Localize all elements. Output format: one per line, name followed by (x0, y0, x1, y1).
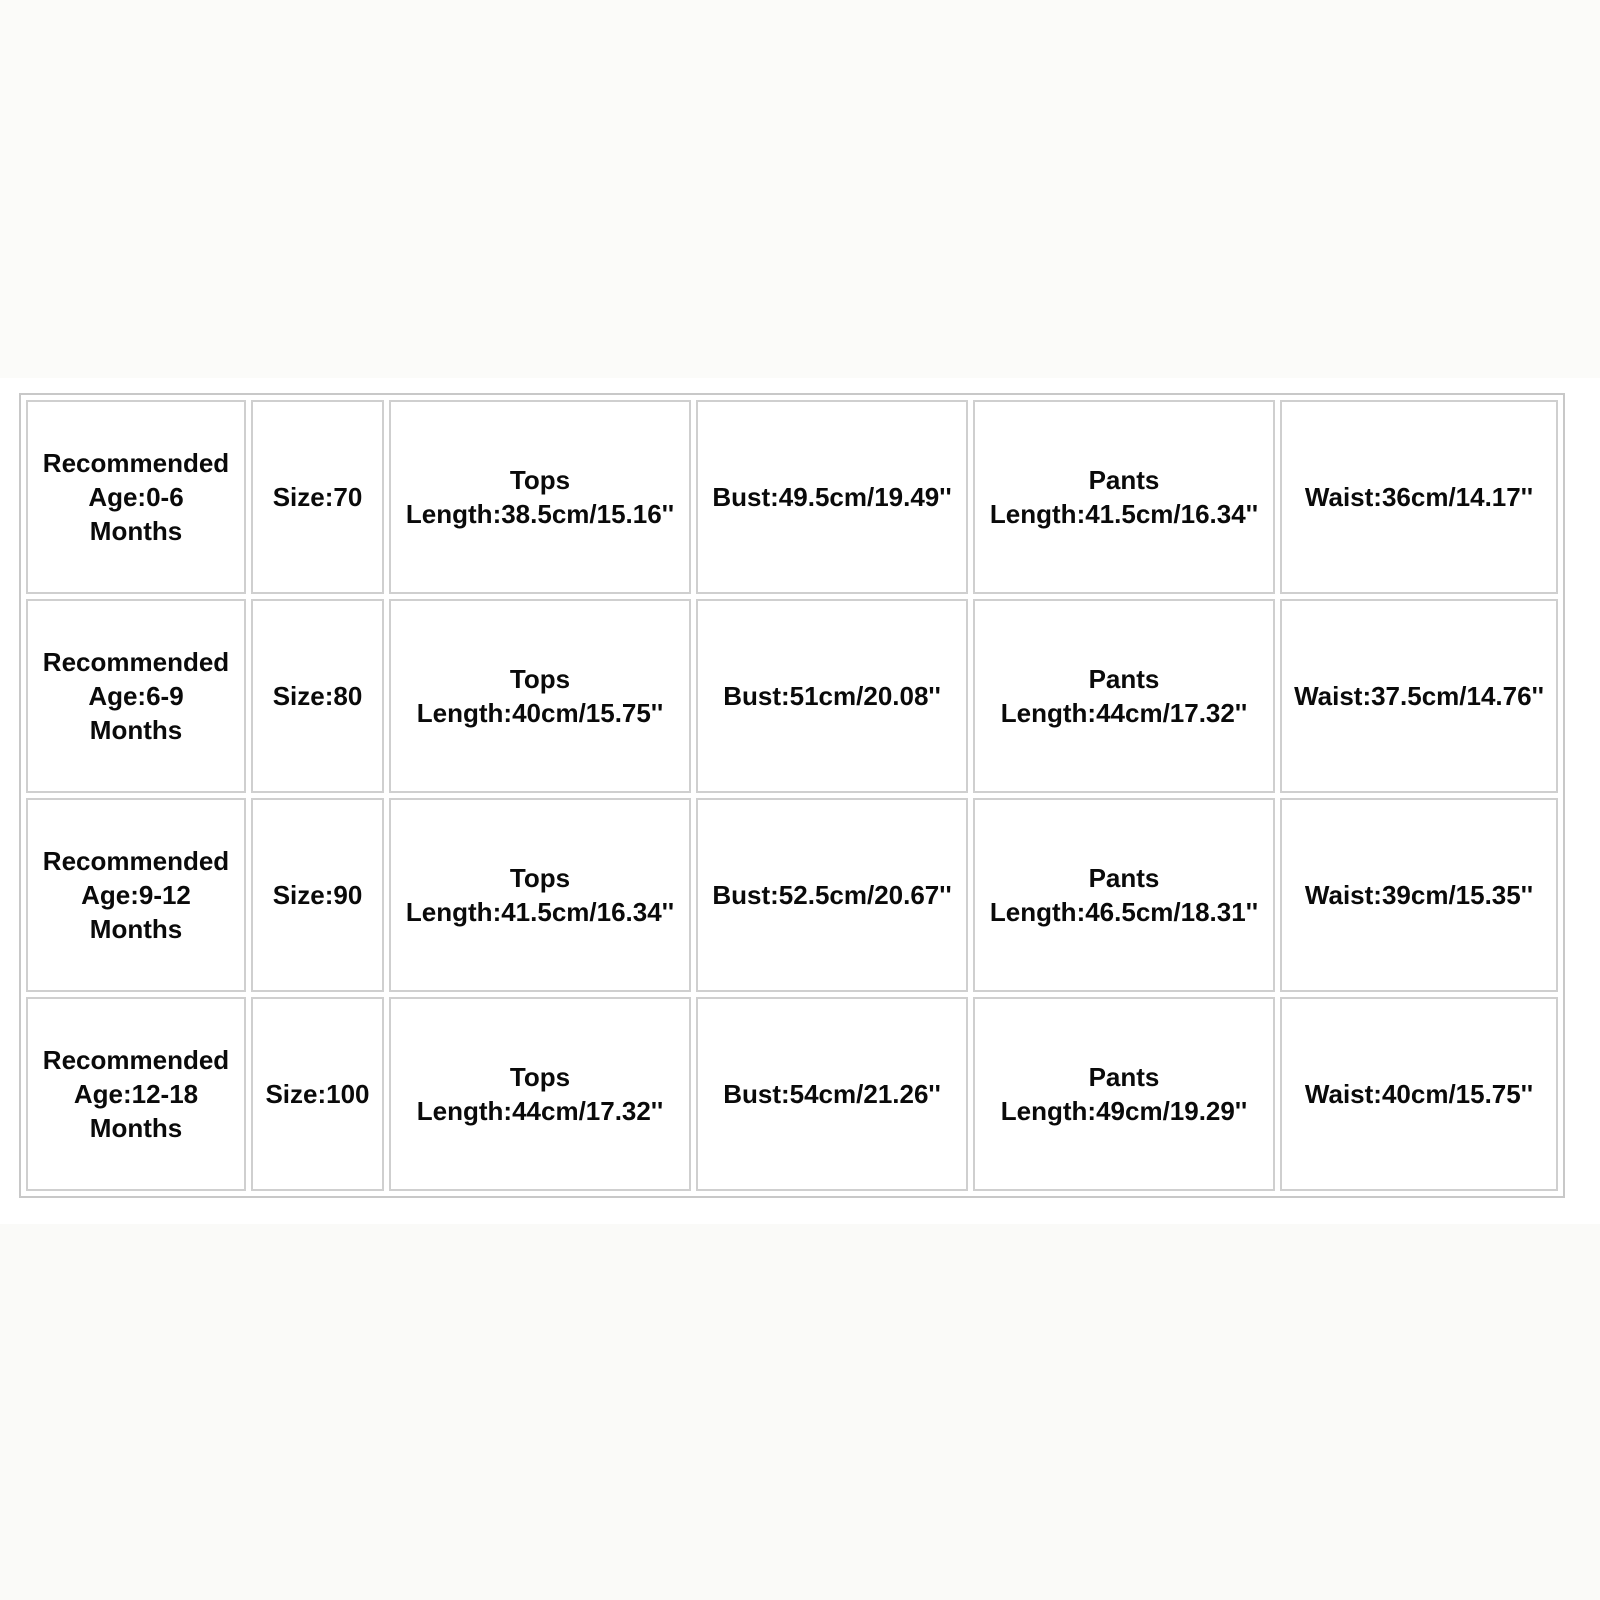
tops-length-cell: Tops Length:38.5cm/15.16'' (389, 400, 691, 594)
bust-cell: Bust:51cm/20.08'' (696, 599, 968, 793)
size-chart-table (19, 393, 1565, 1198)
age-cell: Recommended Age:9-12 Months (26, 798, 246, 992)
size-cell: Size:80 (251, 599, 384, 793)
age-cell: Recommended Age:12-18 Months (26, 997, 246, 1191)
tops-length-cell: Tops Length:44cm/17.32'' (389, 997, 691, 1191)
size-cell: Size:100 (251, 997, 384, 1191)
age-cell: Recommended Age:0-6 Months (26, 400, 246, 594)
bust-cell: Bust:54cm/21.26'' (696, 997, 968, 1191)
pants-length-cell: Pants Length:46.5cm/18.31'' (973, 798, 1275, 992)
waist-cell: Waist:39cm/15.35'' (1280, 798, 1558, 992)
tops-length-cell: Tops Length:40cm/15.75'' (389, 599, 691, 793)
bust-cell: Bust:49.5cm/19.49'' (696, 400, 968, 594)
pants-length-cell: Pants Length:44cm/17.32'' (973, 599, 1275, 793)
waist-cell: Waist:37.5cm/14.76'' (1280, 599, 1558, 793)
table-row (26, 400, 1558, 594)
bottom-blank-area (0, 1224, 1600, 1600)
tops-length-cell: Tops Length:41.5cm/16.34'' (389, 798, 691, 992)
size-cell: Size:90 (251, 798, 384, 992)
table-row (26, 997, 1558, 1191)
bust-cell: Bust:52.5cm/20.67'' (696, 798, 968, 992)
pants-length-cell: Pants Length:41.5cm/16.34'' (973, 400, 1275, 594)
pants-length-cell: Pants Length:49cm/19.29'' (973, 997, 1275, 1191)
table-row (26, 798, 1558, 992)
top-blank-area (0, 0, 1600, 378)
size-cell: Size:70 (251, 400, 384, 594)
waist-cell: Waist:40cm/15.75'' (1280, 997, 1558, 1191)
age-cell: Recommended Age:6-9 Months (26, 599, 246, 793)
table-row (26, 599, 1558, 793)
waist-cell: Waist:36cm/14.17'' (1280, 400, 1558, 594)
